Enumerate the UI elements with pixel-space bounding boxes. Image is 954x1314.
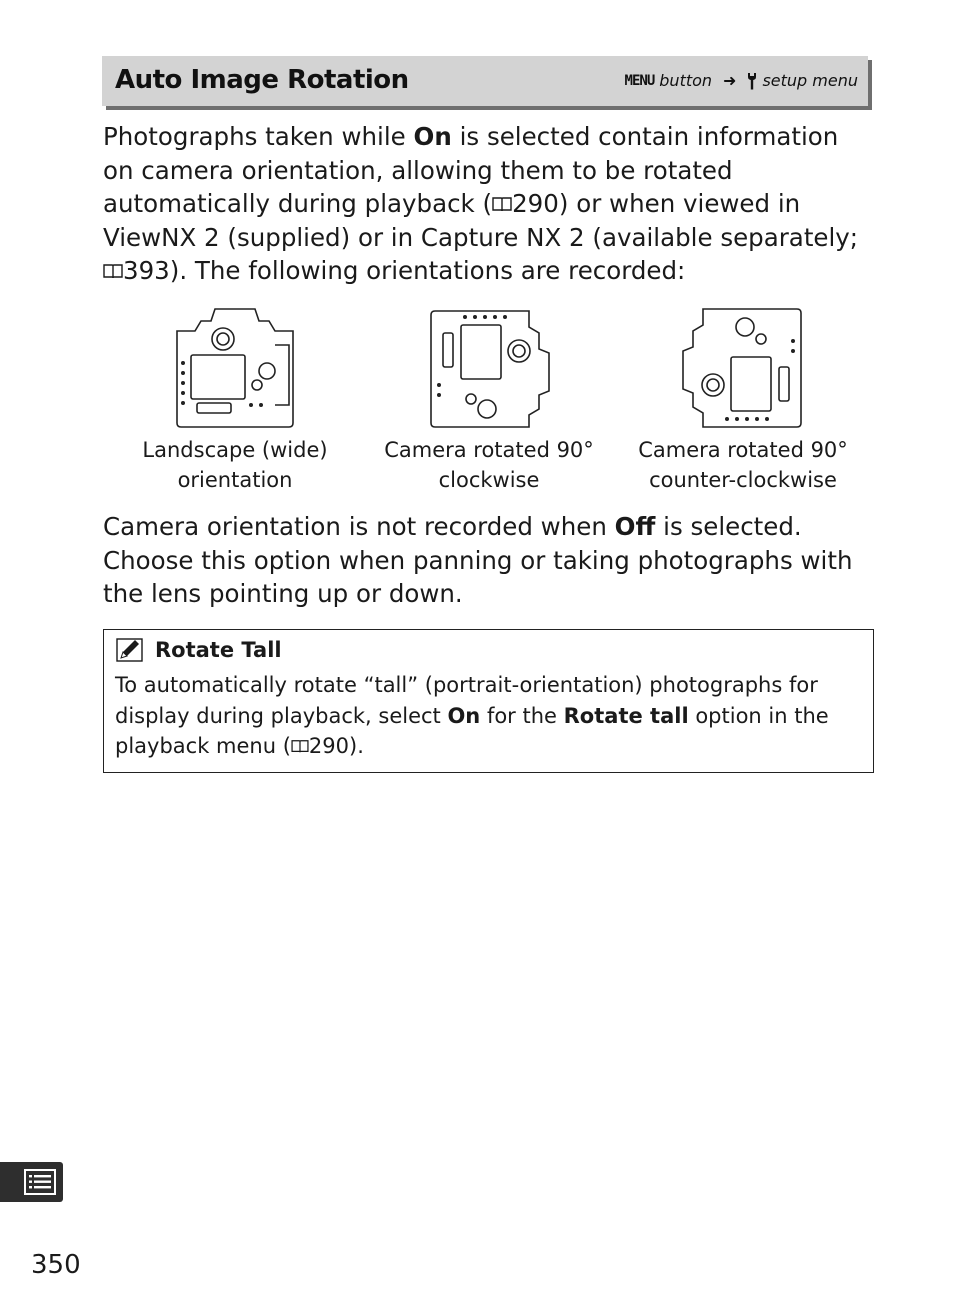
book-reference-icon — [291, 739, 309, 754]
section-header — [102, 56, 868, 106]
figure-counterclockwise — [618, 305, 868, 495]
note-header — [116, 638, 282, 662]
intro-text-3: ) or when viewed in ViewNX 2 (supplied) or in Capture NX 2 (available separately; — [103, 189, 859, 252]
off-text-1: Camera orientation is not recorded when — [103, 512, 615, 541]
intro-text-1: Photographs taken while — [103, 122, 414, 151]
wrench-icon — [747, 72, 757, 90]
camera-landscape-illustration — [171, 305, 299, 429]
setup-menu-label: setup menu — [762, 71, 858, 90]
book-reference-icon — [103, 263, 123, 280]
menu-key: MENU — [624, 72, 655, 89]
note-body: To automatically rotate “tall” (portrait-orientation) photographs for display during playback, select On for the Rotate tall option in the playback menu ( 290). — [115, 673, 829, 758]
rotate-tall-note — [103, 629, 874, 773]
intro-text-4: ). The following orientations are recorded: — [169, 256, 686, 286]
camera-clockwise-illustration — [425, 305, 553, 429]
figure-caption: Landscape (wide) orientation — [142, 438, 328, 492]
note-ref-290[interactable]: 290 — [308, 734, 349, 758]
off-text-2: is selected. Choose this option when panning or taking photographs with the lens pointing up or down. — [103, 512, 853, 609]
note-title: Rotate Tall — [155, 638, 282, 662]
setup-menu-tab[interactable] — [0, 1162, 63, 1202]
note-on-option: On — [447, 703, 481, 728]
figure-caption: Camera rotated 90° counter-clockwise — [638, 438, 848, 492]
figure-caption: Camera rotated 90° clockwise — [384, 438, 594, 492]
note-rotate-tall-option: Rotate tall — [563, 703, 689, 728]
menu-path — [625, 71, 858, 90]
figure-clockwise — [364, 305, 614, 495]
off-option: Off — [614, 512, 656, 541]
arrow-icon: ➜ — [723, 71, 737, 90]
ref-393[interactable]: 393 — [123, 256, 170, 286]
orientation-figures — [110, 305, 880, 500]
off-paragraph — [103, 510, 873, 611]
menu-list-icon — [24, 1169, 56, 1195]
button-word: button — [659, 71, 713, 90]
figure-landscape — [110, 305, 360, 495]
camera-counterclockwise-illustration — [679, 305, 807, 429]
on-option: On — [413, 122, 452, 151]
section-title: Auto Image Rotation — [115, 65, 409, 95]
ref-290[interactable]: 290 — [512, 189, 559, 219]
book-reference-icon — [492, 196, 512, 213]
pencil-note-icon — [116, 638, 143, 662]
intro-paragraph — [103, 120, 873, 288]
page-number: 350 — [31, 1250, 81, 1280]
intro-text-2: is selected contain information on camera orientation, allowing them to be rotated automatically during playback ( — [103, 122, 839, 219]
